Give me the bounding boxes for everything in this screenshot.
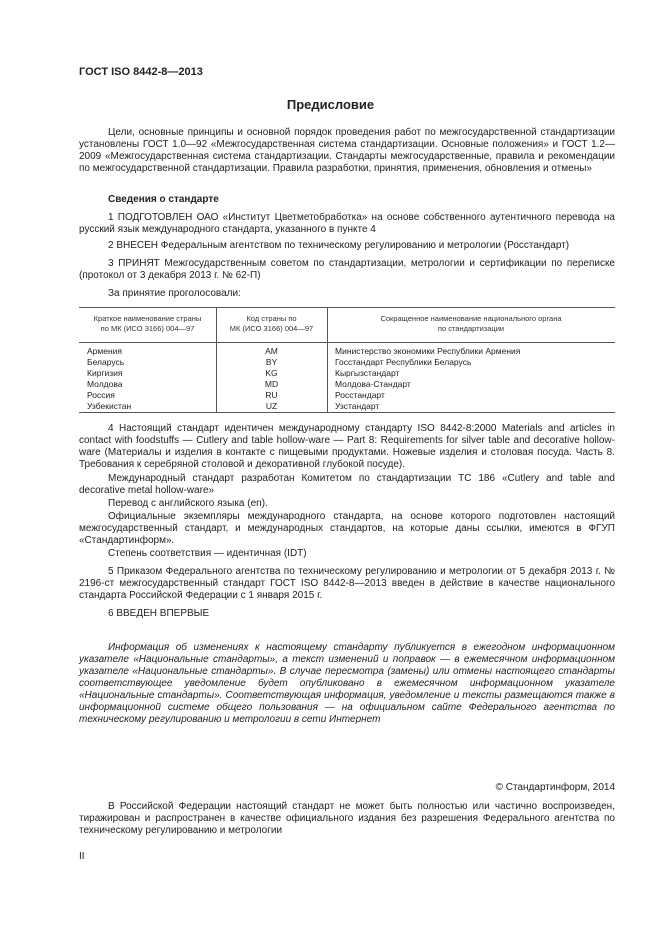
- table-cell-code: AM: [265, 346, 278, 356]
- intro-paragraph: Цели, основные принципы и основной порядок проведения работ по межгосударственной стандартизации установлены ГОСТ 1.0—92 «Межгосударственная система стандартизации. Основные положения» и ГОСТ 1.2—2009 «Межгосударственная система стандартизации. Стандарты межгосударственные, правила и рекомендации по межгосударственной стандартизации. Правила разработки, принятия, применения, обновления и отмены»: [79, 127, 615, 174]
- table-cell-code: UZ: [265, 401, 278, 411]
- table-cell-code: KG: [265, 368, 278, 378]
- table-cell-body: Госстандарт Республики Беларусь: [335, 357, 472, 367]
- table-cell-country: Киргизия: [87, 368, 123, 378]
- table-cell-country: Россия: [87, 390, 115, 400]
- column-header-body: Сокращенное наименование национального органа по стандартизации: [380, 314, 562, 333]
- table-cell-country: Молдова: [87, 379, 123, 389]
- notice-paragraph: Информация об изменениях к настоящему стандарту публикуется в ежегодном информационном указателе «Национальные стандарты», а текст изменений и поправок — в ежемесячном информационном указателе «Национальные стандарты». В случае пересмотра (замены) или отмены настоящего стандарты соответствующее уведомление будет опубликовано в ежемесячном информационном указателе «Национальные стандарты». Соответствующая информация, уведомление и тексты размещаются также в информационной системе общего пользования — на официальном сайте Федерального агентства по техническому регулированию и метрологии в сети Интернет: [79, 642, 615, 725]
- document-header: ГОСТ ISO 8442-8—2013: [79, 66, 203, 78]
- table-cell-code: MD: [264, 379, 279, 389]
- table-cell-country: Армения: [87, 346, 123, 356]
- item-4-official: Официальные экземпляры международного стандарта, на основе которого подготовлен настоящий межгосударственный стандарт, и международных стандартов, на которые даны ссылки, имеются в ФГУП «Стандартинформ».: [79, 511, 615, 546]
- voted-label: За принятие проголосовали:: [108, 288, 241, 299]
- table-cell-code: BY: [265, 357, 278, 367]
- table-cell-body: Кыргызстандарт: [335, 368, 400, 378]
- item-4-language: Перевод с английского языка (en).: [108, 498, 268, 509]
- item-1: 1 ПОДГОТОВЛЕН ОАО «Институт Цветметобработка» на основе собственного аутентичного перевода на русский язык международного стандарта, указанного в пункте 4: [79, 212, 615, 235]
- country-column: [87, 346, 212, 412]
- item-6: 6 ВВЕДЕН ВПЕРВЫЕ: [108, 608, 210, 619]
- item-4-developer: Международный стандарт разработан Комитетом по стандартизации TC 186 «Cutlery and table and decorative metal hollow-ware»: [79, 473, 615, 496]
- item-4-degree: Степень соответствия — идентичная (IDT): [108, 548, 307, 559]
- table-cell-body: Министерство экономики Республики Армения: [335, 346, 521, 356]
- page-title: Предисловие: [286, 97, 375, 112]
- voting-table: [79, 307, 615, 413]
- table-cell-country: Узбекистан: [87, 401, 132, 411]
- item-2: 2 ВНЕСЕН Федеральным агентством по техническому регулированию и метрологии (Росстандарт): [108, 240, 570, 251]
- table-header-divider: [79, 342, 615, 343]
- rights-paragraph: В Российской Федерации настоящий стандарт не может быть полностью или частично воспроизведен, тиражирован и распространен в качестве официального издания без разрешения Федерального агентства по техническому регулированию и метрологии: [79, 801, 615, 836]
- table-cell-body: Узстандарт: [335, 401, 380, 411]
- table-cell-body: Молдова-Стандарт: [335, 379, 411, 389]
- code-column: [216, 346, 327, 412]
- table-cell-code: RU: [265, 390, 278, 400]
- table-cell-country: Беларусь: [87, 357, 125, 367]
- item-4: 4 Настоящий стандарт идентичен международному стандарту ISO 8442-8:2000 Materials and articles in contact with foodstuffs — Cutlery and table hollow-ware — Part 8: Requirements for silver table and decorative hollow-ware (Материалы и изделия в контакте с пищевыми продуктами. Ножевые изделия и столовая посуда. Часть 8. Требования к серебряной столовой и декоративной глубокой посуде).: [79, 423, 615, 470]
- item-5: 5 Приказом Федерального агентства по техническому регулированию и метрологии от 5 декабря 2013 г. № 2196-ст межгосударственный стандарт ГОСТ ISO 8442-8—2013 введен в действие в качестве национального стандарта Российской Федерации с 1 января 2015 г.: [79, 566, 615, 601]
- copyright-notice: © Стандартинформ, 2014: [495, 782, 615, 793]
- body-column: [335, 346, 613, 412]
- column-header-country: Краткое наименование страны по МК (ИСО 3166) 004—97: [93, 314, 202, 333]
- item-3: 3 ПРИНЯТ Межгосударственным советом по стандартизации, метрологии и сертификации по переписке (протокол от 3 декабря 2013 г. № 62-П): [79, 258, 615, 281]
- page-number: II: [79, 851, 85, 862]
- column-header-code: Код страны по МК (ИСО 3166) 004—97: [229, 314, 314, 333]
- table-cell-body: Росстандарт: [335, 390, 385, 400]
- info-heading: Сведения о стандарте: [108, 194, 219, 205]
